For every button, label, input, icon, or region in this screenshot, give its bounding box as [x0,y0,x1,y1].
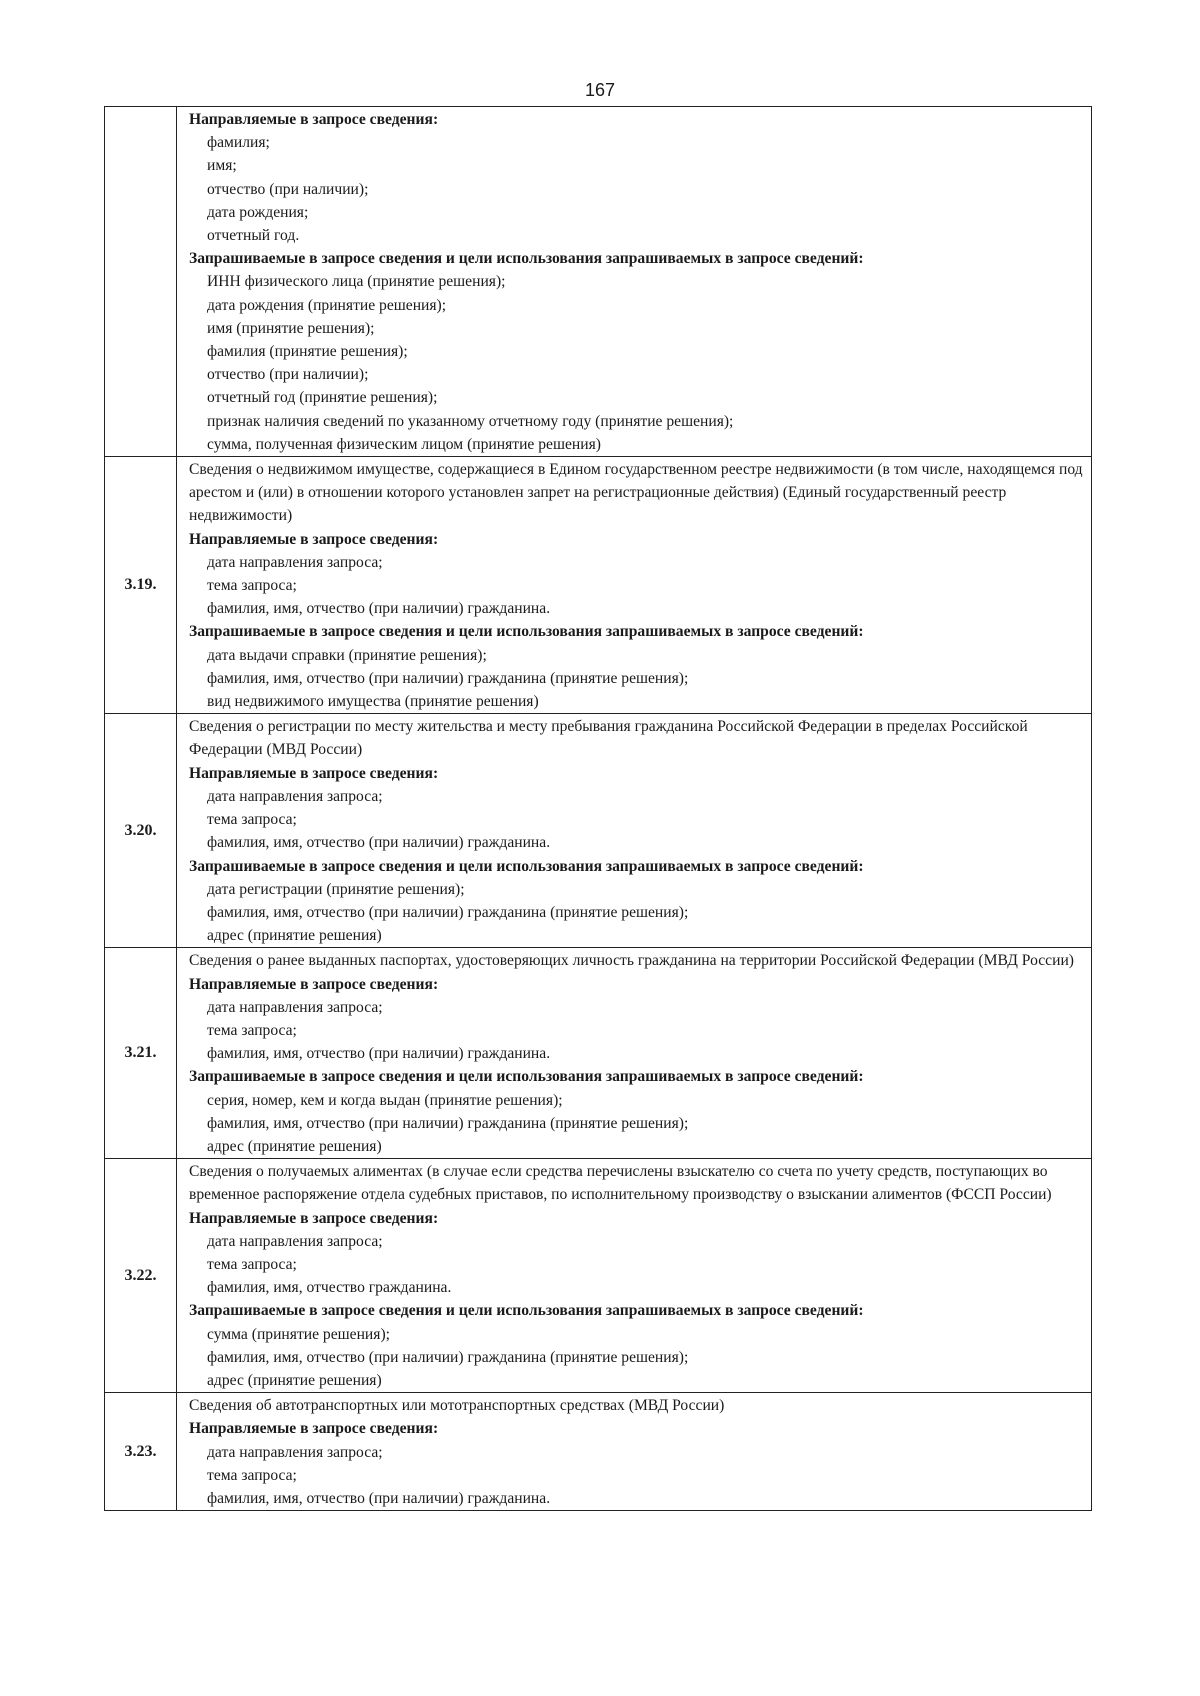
row-number-cell [105,107,177,457]
table-row [105,948,1092,1159]
list-item: фамилия, имя, отчество (при наличии) гражданина (принятие решения); [207,1348,689,1366]
row-content-cell [177,457,1092,714]
list-item: отчетный год. [207,227,300,245]
record-description: Сведения о ранее выданных паспортах, удостоверяющих личность гражданина на территории Российской Федерации (МВД России) [189,952,1074,970]
list-item: фамилия, имя, отчество (при наличии) гражданина. [207,1489,551,1507]
record-description: Сведения о получаемых алиментах (в случае если средства перечислены взыскателю со счета по учету средств, поступающих во временное распоряжение отдела судебных приставов, по исполнительному производству о взыскании алиментов (ФССП России) [189,1163,1052,1204]
row-number-cell: 3.19. [105,457,177,714]
section-heading: Запрашиваемые в запросе сведения и цели использования запрашиваемых в запросе сведений: [189,857,864,875]
row-number-cell: 3.23. [105,1393,177,1511]
list-item: имя; [207,157,237,175]
list-item: отчество (при наличии); [207,180,369,198]
list-item: фамилия, имя, отчество (при наличии) гражданина (принятие решения); [207,1114,689,1132]
table-row [105,107,1092,457]
row-number-cell: 3.20. [105,714,177,948]
list-item: сумма (принятие решения); [207,1325,390,1343]
list-item: фамилия (принятие решения); [207,343,408,361]
list-item: дата рождения (принятие решения); [207,296,447,314]
section-heading: Направляемые в запросе сведения: [189,530,439,548]
row-content-cell [177,714,1092,948]
section-heading: Запрашиваемые в запросе сведения и цели использования запрашиваемых в запросе сведений: [189,1302,864,1320]
list-item: фамилия, имя, отчество (при наличии) гражданина. [207,600,551,618]
list-item: тема запроса; [207,1021,297,1039]
table-row [105,714,1092,948]
list-item: дата направления запроса; [207,787,383,805]
section-heading: Направляемые в запросе сведения: [189,1420,439,1438]
section-heading: Запрашиваемые в запросе сведения и цели использования запрашиваемых в запросе сведений: [189,250,864,268]
record-description: Сведения об автотранспортных или мототранспортных средствах (МВД России) [189,1397,725,1415]
section-heading: Направляемые в запросе сведения: [189,764,439,782]
list-item: тема запроса; [207,577,297,595]
list-item: фамилия, имя, отчество (при наличии) гражданина (принятие решения); [207,669,689,687]
list-item: ИНН физического лица (принятие решения); [207,273,506,291]
section-heading: Запрашиваемые в запросе сведения и цели использования запрашиваемых в запросе сведений: [189,1068,864,1086]
list-item: отчетный год (принятие решения); [207,389,438,407]
list-item: адрес (принятие решения) [207,1371,382,1389]
list-item: вид недвижимого имущества (принятие решения) [207,693,539,711]
list-item: признак наличия сведений по указанному отчетному году (принятие решения); [207,412,734,430]
requests-table [104,106,1092,1511]
record-description: Сведения о регистрации по месту жительства и месту пребывания гражданина Российской Федерации в пределах Российской Федерации (МВД России) [189,718,1028,759]
section-heading: Запрашиваемые в запросе сведения и цели использования запрашиваемых в запросе сведений: [189,623,864,641]
list-item: дата направления запроса; [207,1443,383,1461]
list-item: адрес (принятие решения) [207,927,382,945]
row-content-cell [177,948,1092,1159]
table-row [105,1159,1092,1393]
list-item: фамилия, имя, отчество гражданина. [207,1279,452,1297]
list-item: фамилия, имя, отчество (при наличии) гражданина (принятие решения); [207,903,689,921]
row-content-cell [177,1393,1092,1511]
list-item: дата направления запроса; [207,553,383,571]
table-row [105,457,1092,714]
row-number-cell: 3.22. [105,1159,177,1393]
list-item: дата регистрации (принятие решения); [207,880,465,898]
list-item: сумма, полученная физическим лицом (принятие решения) [207,435,601,453]
row-number-cell: 3.21. [105,948,177,1159]
list-item: тема запроса; [207,811,297,829]
list-item: дата рождения; [207,203,309,221]
list-item: серия, номер, кем и когда выдан (принятие решения); [207,1091,563,1109]
row-content-cell [177,1159,1092,1393]
list-item: дата направления запроса; [207,998,383,1016]
table-body [105,107,1092,1511]
list-item: дата выдачи справки (принятие решения); [207,646,487,664]
section-heading: Направляемые в запросе сведения: [189,975,439,993]
list-item: дата направления запроса; [207,1232,383,1250]
record-description: Сведения о недвижимом имуществе, содержащиеся в Едином государственном реестре недвижимости (в том числе, находящемся под арестом и (или) в отношении которого установлен запрет на регистрационные действия) (Единый государственный реестр недвижимости) [189,461,1083,525]
row-content-cell [177,107,1092,457]
page-number: 167 [584,80,616,100]
list-item: фамилия, имя, отчество (при наличии) гражданина. [207,1045,551,1063]
list-item: фамилия, имя, отчество (при наличии) гражданина. [207,834,551,852]
list-item: имя (принятие решения); [207,319,375,337]
list-item: отчество (при наличии); [207,366,369,384]
list-item: тема запроса; [207,1466,297,1484]
table-row [105,1393,1092,1511]
section-heading: Направляемые в запросе сведения: [189,111,439,128]
section-heading: Направляемые в запросе сведения: [189,1209,439,1227]
list-item: фамилия; [207,134,270,152]
list-item: тема запроса; [207,1255,297,1273]
list-item: адрес (принятие решения) [207,1137,382,1155]
